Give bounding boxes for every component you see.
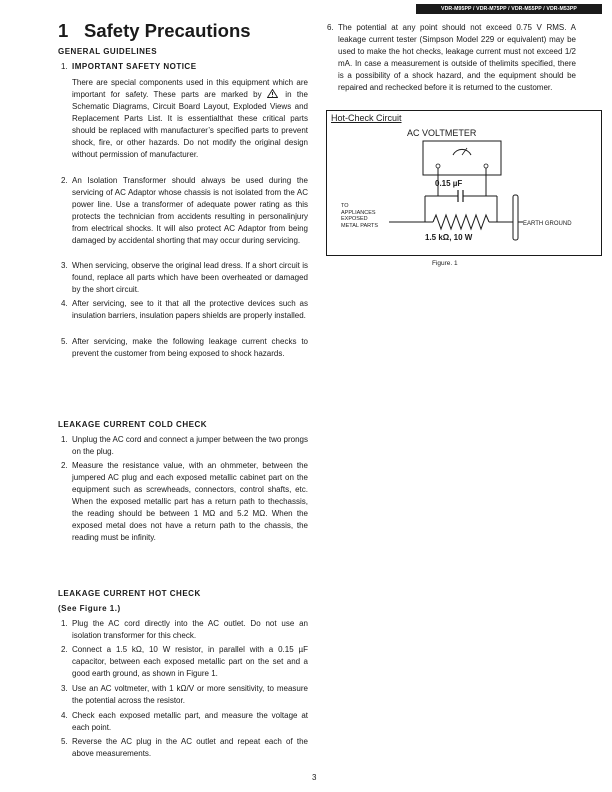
item-number: 3. xyxy=(61,684,68,693)
item-text: When servicing, observe the original lead dress. If a short circuit is found, replace all parts which have been overheated or damaged by the short circuit. xyxy=(72,261,308,294)
capacitor-label: 0.15 µF xyxy=(435,179,463,188)
item-number: 1. xyxy=(61,619,68,628)
section-number: 1 xyxy=(58,20,69,41)
list-item xyxy=(61,434,308,458)
item-number: 6. xyxy=(327,23,334,32)
item-text: An Isolation Transformer should always be used during the servicing of AC Adaptor whose chassis is not isolated from the AC power line. Use a transformer of adequate power rating as this protects the technician from accidents resulting in personalinjury from electrical shocks. It will also protect AC Adaptor from being damaged by accidental shorting that may occur during servicing. xyxy=(72,176,308,245)
item-text: Unplug the AC cord and connect a jumper between the two prongs on the plug. xyxy=(72,435,308,456)
list-item xyxy=(61,336,308,360)
page-number: 3 xyxy=(312,773,317,782)
list-item xyxy=(61,683,308,707)
resistor-label: 1.5 kΩ, 10 W xyxy=(425,233,473,242)
item-text: Measure the resistance value, with an ohmmeter, between the jumpered AC plug and each exposed metallic cabinet part on the equipment such as screwheads, connectors, control shafts, etc. When the exposed metallic part has a return path to thechassis, the reading should be between 1 MΩ and 5.2 MΩ. When the exposed metal does not have a return path to the chassis, the reading must be infinity. xyxy=(72,461,308,542)
item-text: Plug the AC cord directly into the AC outlet. Do not use an isolation transformer for this check. xyxy=(72,619,308,640)
hot-check-circuit-figure xyxy=(326,110,602,256)
item-text: Reverse the AC plug in the AC outlet and repeat each of the above measurements. xyxy=(72,737,308,758)
item-text: Connect a 1.5 kΩ, 10 W resistor, in parallel with a 0.15 µF capacitor, between each exposed metallic part on the set and a good earth ground, as shown in Figure 1. xyxy=(72,645,308,678)
item-number: 2. xyxy=(61,176,68,185)
list-item xyxy=(61,298,308,322)
figure-title: Hot-Check Circuit xyxy=(331,113,402,123)
list-item xyxy=(61,710,308,734)
item-text: Check each exposed metallic part, and measure the voltage at each point. xyxy=(72,711,308,732)
appliance-parts-label xyxy=(341,203,378,229)
page-title xyxy=(58,20,251,42)
item-number: 2. xyxy=(61,461,68,470)
item-number: 5. xyxy=(61,737,68,746)
important-safety-notice-title: IMPORTANT SAFETY NOTICE xyxy=(72,62,197,71)
appliance-label-line: TO xyxy=(341,203,349,209)
warning-triangle-icon xyxy=(267,89,278,98)
item-number: 2. xyxy=(61,645,68,654)
item-text: The potential at any point should not exceed 0.75 V RMS. A leakage current tester (Simpson Model 229 or equivalent) may be used to make the hot checks, leakage current must not exceed 1/2 mA. In case a measurement is outside of thelimits specified, there is a possibility of a shock hazard, and the equipment should be repaired and rechecked before it is returned to the customer. xyxy=(338,23,576,92)
item-number: 4. xyxy=(61,299,68,308)
item-number: 3. xyxy=(61,261,68,270)
appliance-label-line: METAL PARTS xyxy=(341,222,379,229)
safety-notice-body xyxy=(72,77,308,161)
item-number: 5. xyxy=(61,337,68,346)
list-item xyxy=(61,61,308,73)
list-item xyxy=(61,736,308,760)
list-item xyxy=(61,260,308,296)
list-item xyxy=(61,460,308,544)
list-item xyxy=(61,618,308,642)
item-number: 1. xyxy=(61,62,68,71)
figure-caption: Figure. 1 xyxy=(432,260,458,267)
appliance-label-line: APPLIANCES xyxy=(341,209,376,216)
general-guidelines-heading: GENERAL GUIDELINES xyxy=(58,47,158,56)
appliance-label-line: EXPOSED xyxy=(341,216,368,222)
item-number: 1. xyxy=(61,435,68,444)
list-item xyxy=(61,644,308,680)
item-text: After servicing, see to it that all the protective devices such as insulation barriers, insulation papers shields are properly installed. xyxy=(72,299,308,320)
item-text: After servicing, make the following leakage current checks to prevent the customer from being exposed to shock hazards. xyxy=(72,337,308,358)
cold-check-heading: LEAKAGE CURRENT COLD CHECK xyxy=(58,420,207,429)
safety-notice-text-b: in the Schematic Diagrams, Circuit Board Layout, Exploded Views and Replacement Parts List. It is essentialthat these critical parts should be replaced with manufacturer’s specified parts to prevent shock, fire, or other hazards. Do not modify the original design without permission of manufacturer. xyxy=(72,90,308,159)
list-item xyxy=(327,22,576,94)
voltmeter-label: AC VOLTMETER xyxy=(407,128,477,138)
list-item xyxy=(61,175,308,247)
item-text: Use an AC voltmeter, with 1 kΩ/V or more sensitivity, to measure the potential across the resistor. xyxy=(72,684,308,705)
hot-check-heading: LEAKAGE CURRENT HOT CHECK xyxy=(58,589,201,598)
model-header-tag: VDR-M95PP / VDR-M75PP / VDR-M55PP / VDR-M53PP xyxy=(416,4,602,14)
safety-notice-text-a: There are special components used in this equipment which are important for safety. These parts are marked by xyxy=(72,78,308,99)
section-title: Safety Precautions xyxy=(84,20,251,41)
earth-ground-label: EARTH GROUND xyxy=(523,221,572,227)
item-number: 4. xyxy=(61,711,68,720)
see-figure-note: (See Figure 1.) xyxy=(58,604,121,613)
